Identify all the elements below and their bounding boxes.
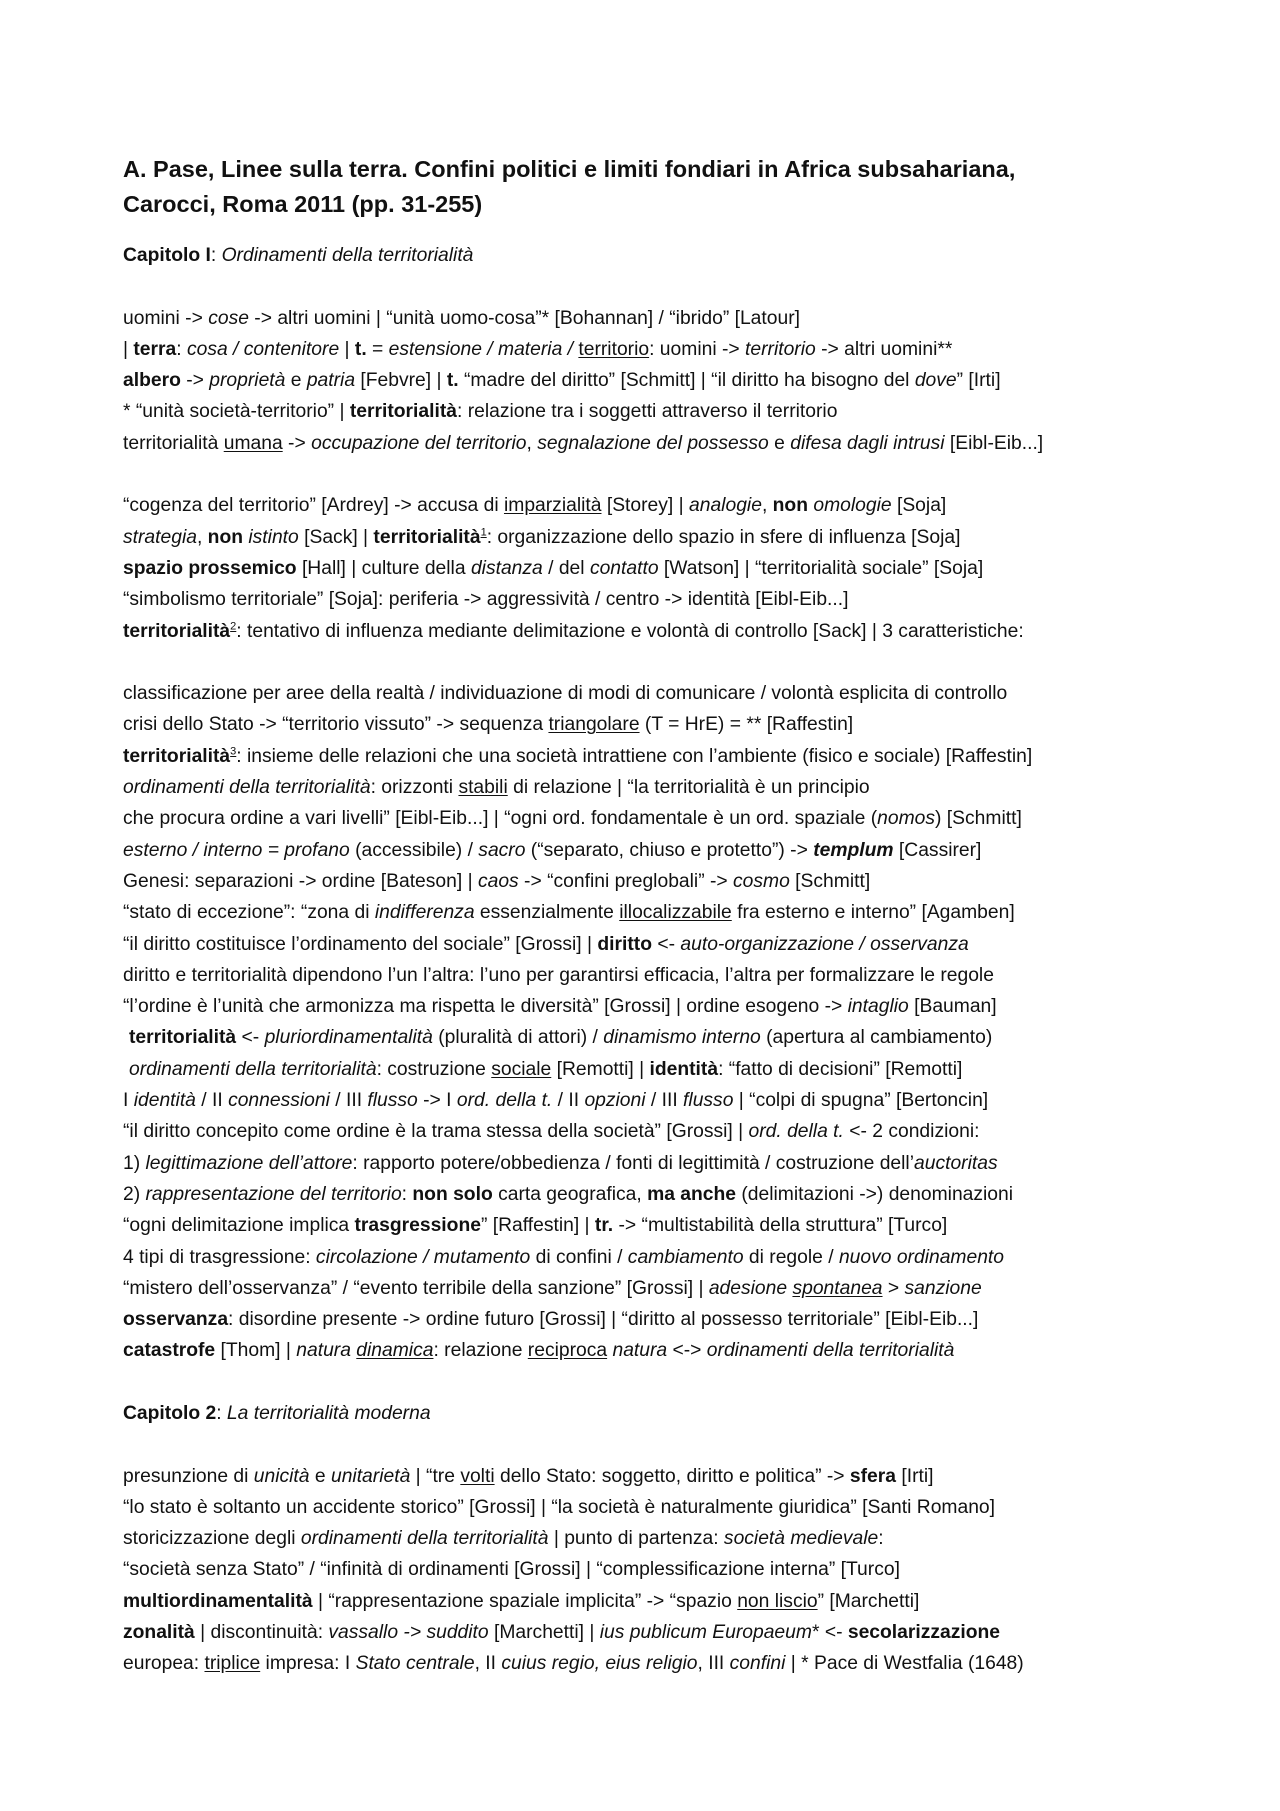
note-segment: * <- [811,1622,848,1644]
note-segment: “mistero dell’osservanza” / “evento terribile della sanzione” [Grossi] | [123,1277,709,1299]
note-segment: territorio [745,338,816,360]
note-segment: ” [Marchetti] [817,1590,920,1612]
note-line [123,522,1173,553]
note-segment: “stato di eccezione”: “zona di [123,902,375,924]
note-segment: triangolare [548,714,640,736]
note-segment: uomini -> [123,307,209,329]
note-segment: sfera [849,1465,897,1487]
note-segment: storicizzazione degli [123,1528,301,1550]
note-segment: : disordine presente -> ordine futuro [Grossi] | “diritto al possesso territoriale” [Eibl-Eib...] [228,1309,979,1331]
note-segment: indifferenza [374,902,475,924]
note-segment: catastrofe [123,1340,216,1362]
note-line [123,772,1173,803]
note-segment: illocalizzabile [619,902,732,924]
note-segment: natura [612,1340,668,1362]
note-segment: ordinamenti della territorialità [706,1340,955,1362]
note-segment: : relazione tra i soggetti attraverso il territorio [456,401,838,423]
note-segment: flusso [367,1090,418,1112]
note-segment: intaglio [847,996,909,1018]
note-segment: esterno / interno = profano [123,839,350,861]
note-line [123,991,1173,1022]
note-segment: estensione / materia / [388,338,579,360]
note-segment: (pluralità di attori) / [432,1027,604,1049]
note-segment: e [309,1465,331,1487]
note-line [123,303,1173,334]
note-segment: | discontinuità: [194,1622,329,1644]
note-segment: ord. della t. [748,1121,844,1143]
note-segment: volti [460,1465,495,1487]
note-segment: -> altri uomini | “unità uomo-cosa”* [Bohannan] / “ibrido” [Latour] [248,307,800,329]
note-segment: sacro [478,839,526,861]
note-segment: osservanza [123,1309,229,1331]
note-line [123,1054,1173,1085]
note-line [123,584,1173,615]
note-segment: di regole / [743,1246,839,1268]
note-segment: terra [133,338,177,360]
note-segment: (T = HrE) = ** [Raffestin] [639,714,854,736]
note-segment: ordinamenti della territorialità [129,1058,377,1080]
note-segment: crisi dello Stato -> “territorio vissuto” -> sequenza [123,714,549,736]
note-segment: : costruzione [376,1058,492,1080]
note-segment: [Eibl-Eib...] [944,432,1044,454]
note-segment: non liscio [737,1590,818,1612]
document-title [123,152,1173,222]
note-segment: : relazione [433,1340,528,1362]
spacer [123,1367,1173,1398]
note-segment: 1 [480,526,487,539]
note-segment: “madre del diritto” [Schmitt] | “il diritto ha bisogno del [458,370,915,392]
note-segment: * “unità società-territorio” | [123,401,350,423]
note-segment: / II [552,1090,585,1112]
chapter-1-title: Ordinamenti della territorialità [221,245,474,266]
note-segment: difesa dagli intrusi [790,432,945,454]
note-segment: | * Pace di Westfalia (1648) [785,1653,1024,1675]
note-line [123,428,1173,459]
note-segment: | [339,338,355,360]
note-segment: [Remotti] | [551,1058,650,1080]
note-segment: contatto [589,557,659,579]
note-segment: : uomini -> [649,338,746,360]
note-segment: classificazione per aree della realtà / individuazione di modi di comunicare / volontà esplicita di controllo [123,683,1008,705]
note-segment: albero [123,370,181,392]
note-segment: / III [329,1090,368,1112]
note-segment: impresa: I [260,1653,356,1675]
note-segment: (apertura al cambiamento) [760,1027,993,1049]
note-segment: non [207,526,244,548]
chapter-1-heading [123,240,1173,271]
note-segment: natura [296,1340,357,1362]
note-segment: “il diritto costituisce l’ordinamento del sociale” [Grossi] | [123,933,598,955]
note-segment: 3 [230,745,237,758]
note-line [123,334,1173,365]
note-segment: cosmo [733,870,790,892]
note-segment: , III [697,1653,730,1675]
note-segment: [Marchetti] | [488,1622,600,1644]
note-segment: : “fatto di decisioni” [Remotti] [718,1058,963,1080]
note-segment: <- 2 condizioni: [843,1121,980,1143]
title-line-2: Carocci, Roma 2011 (pp. 31-255) [123,191,483,217]
note-segment: : rapporto potere/obbedienza / fonti di legittimità / costruzione dell’ [352,1152,914,1174]
note-line [123,741,1173,772]
note-segment: caos [477,870,519,892]
note-segment: patria [306,370,356,392]
note-segment: stabili [458,777,508,799]
note-segment: [Irti] [896,1465,934,1487]
note-segment: | “tre [410,1465,461,1487]
note-segment: istinto [248,526,299,548]
note-line [123,1461,1173,1492]
note-segment: cambiamento [627,1246,744,1268]
note-segment: territorialità [123,432,224,454]
note-segment: zonalità [123,1622,195,1644]
note-segment: : tentativo di influenza mediante delimitazione e volontà di controllo [Sack] | 3 caratteristiche: [236,620,1024,642]
note-segment: legittimazione dell’attore [145,1152,353,1174]
note-segment: : [878,1528,884,1550]
note-segment: -> [180,370,210,392]
title-line-1: A. Pase, Linee sulla terra. Confini politici e limiti fondiari in Africa subsahariana, [123,156,1016,182]
note-segment: ord. della t. [456,1090,553,1112]
note-segment: [Cassirer] [893,839,982,861]
note-segment: / III [645,1090,684,1112]
note-segment: <- [236,1027,265,1049]
note-line [123,1554,1173,1585]
note-line [123,835,1173,866]
note-segment: : organizzazione dello spazio in sfere di influenza [Soja] [486,526,961,548]
note-segment: reciproca [527,1340,608,1362]
note-line [123,616,1173,647]
note-segment: (accessibile) / [349,839,479,861]
note-segment: > [882,1277,905,1299]
note-line [123,709,1173,740]
note-segment: [Schmitt] [789,870,871,892]
note-segment: europea: [123,1653,205,1675]
note-line [123,960,1173,991]
note-segment: , [196,526,208,548]
note-segment: dinamismo interno [603,1027,761,1049]
note-segment: I [123,1090,134,1112]
note-segment: “lo stato è soltanto un accidente storico” [Grossi] | “la società è naturalmente giuridica” [Santi Romano] [123,1496,996,1518]
note-segment: umana [223,432,283,454]
note-segment: <-> [667,1340,707,1362]
note-segment: auto-organizzazione / osservanza [680,933,969,955]
note-line [123,365,1173,396]
note-line [123,1617,1173,1648]
chapter-2-heading [123,1398,1173,1429]
note-segment: [Storey] | [601,495,690,517]
note-segment: , II [474,1653,502,1675]
note-line [123,1648,1173,1679]
note-line [123,866,1173,897]
note-segment: <- [651,933,681,955]
note-segment: ordinamenti della territorialità [123,777,371,799]
document-page [123,152,1173,1680]
chapter-1-sep: : [210,245,222,266]
note-line [123,1304,1173,1335]
note-segment: : [401,1183,413,1205]
note-segment: omologie [813,495,892,517]
note-segment: [Sack] | [298,526,374,548]
spacer [123,647,1173,678]
note-segment: circolazione / mutamento [315,1246,531,1268]
note-segment: [Watson] | “territorialità sociale” [Soja] [658,557,984,579]
note-line [123,490,1173,521]
note-segment: Genesi: separazioni -> ordine [Bateson] | [123,870,478,892]
note-segment: “simbolismo territoriale” [Soja]: periferia -> aggressività / centro -> identità [Eibl-Eib...] [123,589,849,611]
note-segment: -> “multistabilità della struttura” [Turco] [613,1215,948,1237]
spacer [123,459,1173,490]
note-segment: trasgressione [354,1215,481,1237]
note-line [123,396,1173,427]
note-segment: ” [Raffestin] | [480,1215,595,1237]
note-line [123,1085,1173,1116]
note-line [123,929,1173,960]
note-segment: società medievale [723,1528,879,1550]
note-segment: unicità [253,1465,310,1487]
note-line [123,1242,1173,1273]
note-segment: pluriordinamentalità [264,1027,433,1049]
note-segment: | “rappresentazione spaziale implicita” -> “spazio [312,1590,738,1612]
note-segment: non solo [412,1183,493,1205]
note-segment: : insieme delle relazioni che una società intrattiene con l’ambiente (fisico e sociale) [Raffestin] [236,745,1033,767]
note-segment: adesione [708,1277,793,1299]
note-segment: : [176,338,187,360]
note-segment: -> “confini preglobali” -> [518,870,734,892]
note-segment: e [768,432,791,454]
note-segment: territorialità [129,1027,237,1049]
note-segment: 2 [230,620,237,633]
note-segment: 2) [123,1183,146,1205]
note-segment: ) [Schmitt] [935,808,1022,830]
note-segment: | [123,338,134,360]
note-segment: = [366,338,389,360]
note-segment: nuovo ordinamento [838,1246,1005,1268]
note-segment: di confini / [530,1246,628,1268]
chapter-2-sep: : [216,1402,227,1424]
note-segment: auctoritas [914,1152,998,1174]
note-segment: 4 tipi di trasgressione: [123,1246,316,1268]
note-segment: “società senza Stato” / “infinità di ordinamenti [Grossi] | “complessificazione interna” [Turco] [123,1559,900,1581]
note-line [123,1116,1173,1147]
note-segment: dove [914,370,957,392]
note-segment: sociale [491,1058,552,1080]
note-segment: [Febvre] | [355,370,447,392]
note-line [123,1335,1173,1366]
note-segment: proprietà [209,370,286,392]
note-segment: distanza [470,557,543,579]
note-segment: ma anche [647,1183,737,1205]
note-segment: [Soja] [891,495,947,517]
note-segment: dinamica [356,1340,434,1362]
note-segment: -> altri uomini** [815,338,953,360]
spacer [123,1429,1173,1460]
note-segment: identità [133,1090,196,1112]
note-segment: rappresentazione del territorio [145,1183,402,1205]
note-line [123,897,1173,928]
note-line [123,1148,1173,1179]
note-segment: ” [Irti] [956,370,1001,392]
spacer [123,271,1173,302]
note-segment: territorialità [373,526,481,548]
note-segment: (delimitazioni ->) denominazioni [736,1183,1014,1205]
note-segment: cosa / contenitore [186,338,340,360]
note-line [123,1273,1173,1304]
note-segment: secolarizzazione [847,1622,1001,1644]
note-segment: [Bauman] [908,996,997,1018]
note-segment: essenzialmente [474,902,620,924]
note-segment: [Thom] | [215,1340,297,1362]
note-segment: ius publicum Europaeum [599,1622,812,1644]
note-line [123,1022,1173,1053]
note-segment: carta geografica, [492,1183,648,1205]
note-segment: , [761,495,773,517]
note-segment: territorialità [349,401,457,423]
note-segment: sanzione [904,1277,982,1299]
note-segment: ordinamenti della territorialità [300,1528,549,1550]
note-segment: cuius regio, eius religio [501,1653,698,1675]
note-segment: [Hall] | culture della [296,557,471,579]
chapter-1-label: Capitolo I [123,245,211,266]
note-segment: | “colpi di spugna” [Bertoncin] [733,1090,989,1112]
note-line [123,1210,1173,1241]
note-segment: spazio prossemico [123,557,297,579]
note-segment: 1) [123,1152,146,1174]
note-segment: nomos [877,808,936,830]
note-segment: identità [649,1058,719,1080]
note-segment: non [772,495,808,517]
note-segment: opzioni [584,1090,646,1112]
note-segment: territorio [578,338,650,360]
note-segment: territorialità [123,620,231,642]
note-segment: / II [195,1090,229,1112]
note-segment: “ogni delimitazione implica [123,1215,355,1237]
note-line [123,553,1173,584]
note-segment: segnalazione del possesso [537,432,769,454]
note-segment: “il diritto concepito come ordine è la trama stessa della società” [Grossi] | [123,1121,749,1143]
note-segment: vassallo -> suddito [328,1622,489,1644]
note-segment: | punto di partenza: [548,1528,724,1550]
note-segment: territorialità [123,745,231,767]
note-segment: : orizzonti [370,777,459,799]
note-segment: -> I [417,1090,457,1112]
note-segment: dello Stato: soggetto, diritto e politica” -> [494,1465,850,1487]
note-segment: presunzione di [123,1465,254,1487]
note-segment: imparzialità [503,495,602,517]
note-segment: strategia [123,526,197,548]
note-line [123,803,1173,834]
note-segment: , [526,432,538,454]
note-segment: t. [354,338,367,360]
note-segment: occupazione del territorio [311,432,527,454]
note-line [123,1586,1173,1617]
note-line [123,1179,1173,1210]
note-segment: t. [446,370,459,392]
note-segment: confini [729,1653,786,1675]
note-segment: di relazione | “la territorialità è un principio [507,777,870,799]
note-line [123,1523,1173,1554]
note-segment: analogie [689,495,762,517]
note-segment: -> [282,432,312,454]
note-segment: connessioni [228,1090,330,1112]
note-segment: che procura ordine a vari livelli” [Eibl-Eib...] | “ogni ord. fondamentale è un ord. spaziale ( [123,808,878,830]
note-segment: spontanea [792,1277,883,1299]
note-segment: tr. [594,1215,614,1237]
note-line [123,1492,1173,1523]
note-segment: flusso [683,1090,734,1112]
note-segment: (“separato, chiuso e protetto”) -> [525,839,814,861]
note-segment: triplice [204,1653,261,1675]
note-segment: unitarietà [330,1465,411,1487]
note-segment: fra esterno e interno” [Agamben] [731,902,1015,924]
notes-body [123,303,1173,1680]
note-segment: cose [208,307,249,329]
note-segment: templum [813,839,894,861]
note-segment: Stato centrale [355,1653,475,1675]
note-line [123,678,1173,709]
note-segment: “cogenza del territorio” [Ardrey] -> accusa di [123,495,504,517]
note-segment: diritto [597,933,652,955]
note-segment: diritto e territorialità dipendono l’un l’altra: l’uno per garantirsi efficacia, l’altra per formalizzare le regole [123,964,994,986]
chapter-2-title: La territorialità moderna [226,1402,431,1424]
note-segment: / del [542,557,590,579]
note-segment: multiordinamentalità [123,1590,313,1612]
note-segment: “l’ordine è l’unità che armonizza ma rispetta le diversità” [Grossi] | ordine esogeno -> [123,996,848,1018]
chapter-2-label: Capitolo 2 [123,1402,217,1424]
note-segment: e [285,370,307,392]
